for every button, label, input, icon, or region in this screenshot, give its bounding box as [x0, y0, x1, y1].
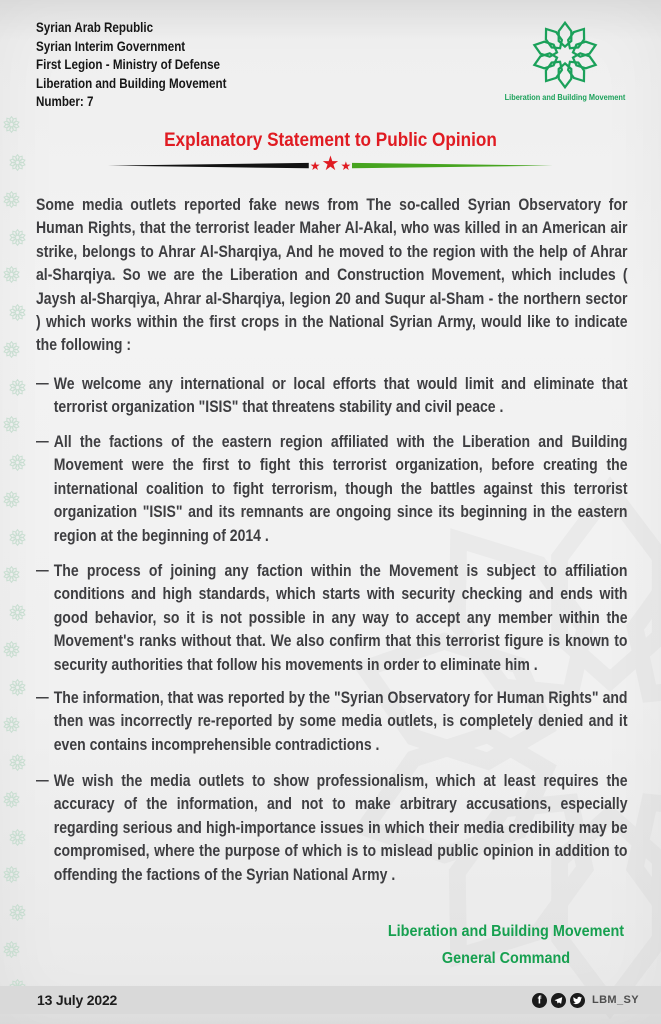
letterhead [36, 18, 226, 111]
rosette-watermark-icon [3, 866, 20, 883]
bullet-dash: — [36, 772, 49, 789]
social-handle: LBM_SY [591, 994, 639, 1006]
bullet-item [36, 372, 628, 419]
rosette-watermark-icon [9, 379, 26, 396]
rosette-watermark-icon [9, 679, 26, 696]
bullet-item [36, 686, 628, 756]
rosette-watermark-icon [9, 304, 26, 321]
page-title: Explanatory Statement to Public Opinion [164, 129, 497, 151]
rosette-watermark-icon [9, 154, 26, 171]
star-icon: ★ [321, 153, 340, 175]
letterhead-line: Number: 7 [36, 93, 94, 110]
intro-paragraph: Some media outlets reported fake news from The so-called Syrian Observatory for Human Rights, that the terrorist leader Maher Al-Akal, who was killed in an American air strike, belongs to Ahrar Al-Sharqiya, And he moved to the region with the help of Ahrar al-Sharqiya. So we are the Liberation and Construction Movement, which includes ( Jaysh al-Sharqiya, Ahrar al-Sharqiya, legion 20 and Suqur al-Sham - the northern sector ) which works within the first crops in the National Syrian Army, would like to indicate the following : [36, 195, 628, 355]
signature-block [375, 918, 637, 972]
facebook-icon [532, 993, 547, 1008]
lbm-rosette-logo-icon [530, 20, 600, 90]
rosette-watermark-icon [3, 716, 20, 733]
telegram-icon [551, 993, 566, 1008]
bullet-text: The information, that was reported by the "Syrian Observatory for Human Rights" and then was incorrectly re-reported by some media outlets, is completely denied and it even contains incomprehensible contradictions . [53, 688, 628, 754]
title-divider [108, 153, 553, 177]
rosette-watermark-icon [9, 829, 26, 846]
rosette-watermark-icon [3, 641, 20, 658]
twitter-icon [570, 993, 585, 1008]
rosette-watermark-icon [3, 566, 20, 583]
rosette-watermark-icon [3, 116, 20, 133]
facebook-f-glyph: f [537, 994, 542, 1006]
bullet-text: The process of joining any faction within the Movement is subject to affiliation conditions and high standards, which starts with security checking and ends with good behavior, so it is not possible in any way to accept any member within the Movement's ranks without that. We also confirm that this terrorist figure is known to security authorities that follow his movements in order to eliminate him . [53, 561, 628, 674]
star-icon: ★ [340, 159, 352, 173]
letterhead-line: First Legion - Ministry of Defense [36, 56, 221, 73]
rosette-watermark-icon [9, 754, 26, 771]
rosette-watermark-icon [9, 604, 26, 621]
rosette-watermark-icon [3, 266, 20, 283]
bullet-item [36, 769, 628, 886]
star-icon: ★ [309, 159, 321, 173]
social-row [528, 993, 639, 1008]
bullet-text: We welcome any international or local efforts that would limit and eliminate that terrorist organization "ISIS" that threatens stability and civil peace . [53, 374, 628, 417]
bullet-dash: — [36, 433, 49, 450]
letterhead-line: Liberation and Building Movement [36, 74, 227, 91]
rosette-watermark-icon [3, 191, 20, 208]
divider-green-line [352, 159, 553, 172]
twitter-bird-glyph [573, 996, 582, 1005]
bullet-dash: — [36, 375, 49, 392]
logo-caption: Liberation and Building Movement [504, 93, 626, 102]
bullet-item [36, 559, 628, 676]
bullet-dash: — [36, 562, 49, 579]
letterhead-line: Syrian Arab Republic [36, 19, 154, 35]
rosette-watermark-icon [3, 491, 20, 508]
bullet-text: We wish the media outlets to show professionalism, which at least requires the accuracy of the information, and not to make arbitrary accusations, especially regarding serious and high-importance issues in which their media credibility may be compromised, where the purpose of which is to mislead public opinion in addition to offending the factions of the Syrian National Army . [53, 771, 628, 884]
rosette-watermark-icon [3, 791, 20, 808]
signature-line1: Liberation and Building Movement [387, 923, 625, 940]
rosette-watermark-icon [9, 904, 26, 921]
bullet-item [36, 430, 628, 547]
date-label: 13 July 2022 [37, 992, 118, 1008]
rosette-watermark-icon [9, 229, 26, 246]
rosette-watermark-icon [3, 941, 20, 958]
logo-block [487, 20, 643, 102]
rosette-watermark-icon [3, 416, 20, 433]
divider-black-line [108, 159, 309, 172]
bullet-text: All the factions of the eastern region affiliated with the Liberation and Building Movement were the first to fight this terrorist organization, before creating the international coalition to fight terrorism, though the battles against this terrorist organization "ISIS" and its remnants are ongoing since its beginning in the eastern region at the beginning of 2014 . [53, 432, 628, 545]
letterhead-line: Syrian Interim Government [36, 37, 186, 54]
telegram-plane-glyph [554, 996, 563, 1005]
footer-bar [0, 986, 661, 1014]
bullet-dash: — [36, 689, 49, 706]
rosette-watermark-icon [3, 341, 20, 358]
rosette-watermark-icon [9, 529, 26, 546]
rosette-watermark-icon [9, 454, 26, 471]
signature-line2: General Command [441, 950, 571, 967]
